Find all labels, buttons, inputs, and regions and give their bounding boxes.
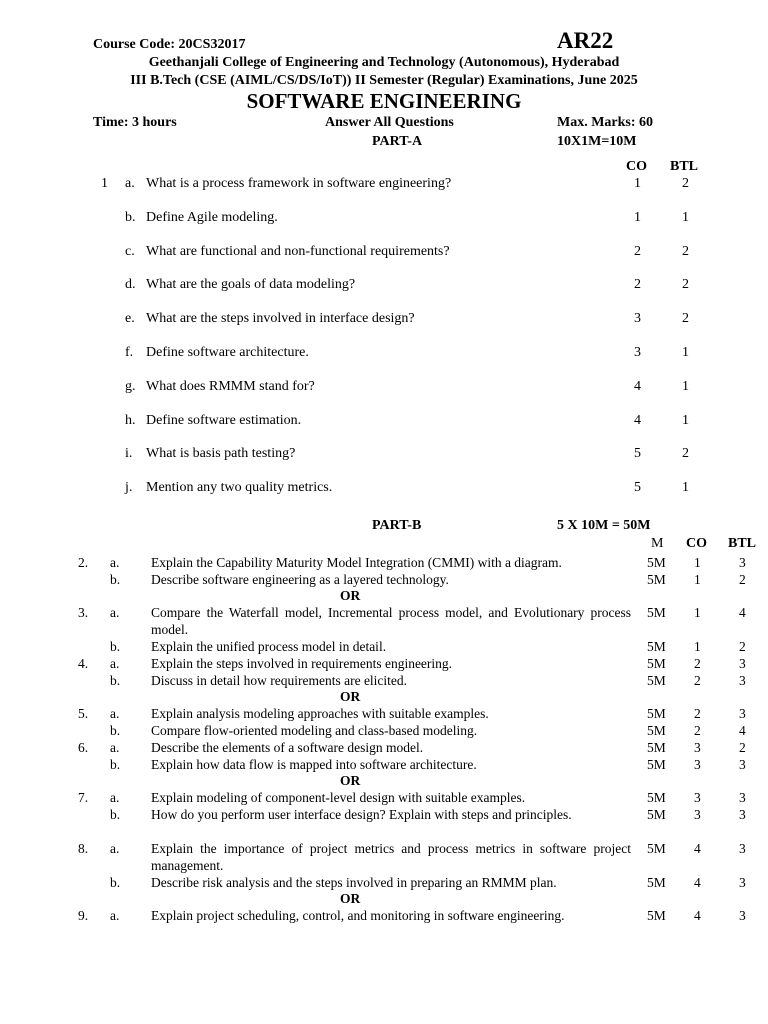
question-marks: 5M: [647, 908, 666, 923]
part-a-question-row: [0, 413, 768, 431]
part-b-m-header: M: [651, 536, 664, 551]
question-co: 1: [634, 209, 641, 225]
question-btl: 3: [739, 908, 746, 923]
question-number: 5.: [78, 706, 89, 721]
question-co: 3: [634, 311, 641, 327]
instruction: Answer All Questions: [325, 115, 454, 130]
question-co: 4: [634, 378, 641, 394]
question-btl: 1: [682, 480, 689, 496]
question-number: 3.: [78, 605, 89, 620]
question-text: What are the steps involved in interface design?: [146, 311, 415, 327]
question-letter: a.: [110, 740, 120, 755]
question-co: 2: [694, 723, 701, 738]
part-a-question-row: [0, 446, 768, 464]
question-co: 1: [694, 605, 701, 620]
question-co: 3: [694, 740, 701, 755]
subject-title: SOFTWARE ENGINEERING: [246, 89, 522, 113]
question-btl: 3: [739, 757, 746, 772]
max-marks: Max. Marks: 60: [557, 115, 654, 130]
question-btl: 2: [682, 243, 689, 259]
question-co: 1: [694, 639, 701, 654]
question-letter: a.: [110, 841, 120, 856]
question-letter: a.: [110, 908, 120, 923]
question-text: What does RMMM stand for?: [146, 378, 315, 394]
question-btl: 3: [739, 807, 746, 822]
question-marks: 5M: [647, 706, 666, 721]
question-marks: 5M: [647, 656, 666, 671]
or-label: OR: [340, 773, 361, 788]
question-co: 4: [634, 412, 641, 428]
question-text: How do you perform user interface design? Explain with steps and principles.: [151, 807, 572, 822]
part-b-btl-header: BTL: [728, 536, 757, 551]
question-letter: h.: [125, 412, 136, 428]
question-marks: 5M: [647, 639, 666, 654]
question-text: Explain the steps involved in requirements engineering.: [151, 656, 453, 671]
question-letter: j.: [125, 480, 133, 496]
question-btl: 1: [682, 209, 689, 225]
part-a-question-row: [0, 277, 768, 295]
question-letter: b.: [110, 723, 121, 738]
question-text: Compare flow-oriented modeling and class-based modeling.: [151, 723, 478, 738]
question-letter: d.: [125, 277, 136, 293]
question-number: 7.: [78, 790, 89, 805]
question-letter: a.: [110, 656, 120, 671]
part-a-question-row: [0, 176, 768, 194]
question-text: What is a process framework in software engineering?: [146, 176, 452, 191]
question-co: 2: [634, 277, 641, 293]
part-a-question-row: [0, 210, 768, 228]
question-marks: 5M: [647, 555, 666, 570]
question-co: 3: [634, 345, 641, 360]
question-marks: 5M: [647, 841, 666, 856]
question-text: Explain modeling of component-level design with suitable examples.: [151, 790, 526, 805]
question-number: 9.: [78, 908, 89, 923]
question-co: 2: [634, 243, 641, 259]
question-marks: 5M: [647, 572, 666, 587]
question-btl: 3: [739, 706, 746, 721]
question-letter: b.: [110, 673, 121, 688]
question-btl: 1: [682, 378, 689, 394]
question-btl: 2: [739, 740, 746, 755]
question-btl: 2: [682, 176, 689, 191]
question-text: Mention any two quality metrics.: [146, 480, 333, 496]
part-a-question-number: 1: [101, 176, 108, 191]
question-btl: 3: [739, 841, 746, 856]
question-text: Explain how data flow is mapped into software architecture.: [151, 757, 477, 772]
question-co: 2: [694, 706, 701, 721]
question-btl: 2: [739, 572, 746, 587]
question-number: 4.: [78, 656, 89, 671]
or-label: OR: [340, 689, 361, 704]
question-text: What are functional and non-functional requirements?: [146, 243, 450, 259]
question-letter: b.: [110, 807, 121, 822]
question-text: Explain the Capability Maturity Model Integration (CMMI) with a diagram.: [151, 555, 562, 570]
part-a-question-row: [0, 480, 768, 498]
part-a-btl-header: BTL: [670, 159, 699, 174]
question-btl: 4: [739, 605, 746, 620]
question-btl: 4: [739, 723, 746, 738]
question-co: 2: [694, 673, 701, 688]
question-marks: 5M: [647, 605, 666, 620]
question-btl: 1: [682, 412, 689, 428]
question-btl: 3: [739, 656, 746, 671]
question-co: 5: [634, 446, 641, 462]
college-name: Geethanjali College of Engineering and Technology (Autonomous), Hyderabad: [148, 55, 620, 70]
question-marks: 5M: [647, 740, 666, 755]
question-marks: 5M: [647, 723, 666, 738]
question-letter: a.: [110, 706, 120, 721]
question-co: 3: [694, 807, 701, 822]
part-a-question-row: [0, 379, 768, 397]
question-letter: b.: [110, 639, 121, 654]
question-text: Explain the unified process model in detail.: [151, 639, 387, 654]
question-text: Describe software engineering as a layered technology.: [151, 572, 449, 587]
question-text: Describe the elements of a software design model.: [151, 740, 424, 755]
question-letter: c.: [125, 243, 135, 259]
question-letter: a.: [110, 605, 120, 620]
question-text: Explain analysis modeling approaches with suitable examples.: [151, 706, 489, 721]
question-btl: 3: [739, 875, 746, 890]
or-label: OR: [340, 588, 361, 603]
part-b-marks: 5 X 10M = 50M: [557, 518, 651, 533]
question-letter: b.: [110, 572, 121, 587]
question-text: What are the goals of data modeling?: [146, 277, 356, 293]
regulation-code: AR22: [557, 28, 614, 53]
question-text: Compare the Waterfall model, Incremental process model, and Evolutionary process model.: [151, 605, 631, 637]
question-number: 8.: [78, 841, 89, 856]
question-btl: 3: [739, 790, 746, 805]
exam-title: III B.Tech (CSE (AIML/CS/DS/IoT)) II Semester (Regular) Examinations, June 2025: [130, 73, 638, 88]
question-text: Discuss in detail how requirements are elicited.: [151, 673, 408, 688]
part-a-marks: 10X1M=10M: [557, 134, 637, 149]
question-btl: 1: [682, 345, 689, 360]
question-text: Describe risk analysis and the steps involved in preparing an RMMM plan.: [151, 875, 557, 890]
question-letter: g.: [125, 378, 136, 394]
question-marks: 5M: [647, 807, 666, 822]
question-btl: 3: [739, 555, 746, 570]
part-a-co-header: CO: [626, 159, 647, 174]
question-text: Define Agile modeling.: [146, 209, 278, 225]
question-co: 3: [694, 757, 701, 772]
question-marks: 5M: [647, 673, 666, 688]
question-letter: b.: [125, 209, 136, 225]
question-co: 4: [694, 908, 701, 923]
question-text: Define software estimation.: [146, 412, 302, 428]
part-a-question-row: [0, 345, 768, 363]
exam-time: Time: 3 hours: [93, 115, 177, 130]
question-letter: e.: [125, 311, 135, 327]
part-a-question-row: [0, 311, 768, 329]
part-a-question-row: [0, 244, 768, 262]
question-text: What is basis path testing?: [146, 446, 296, 462]
question-co: 2: [694, 656, 701, 671]
question-co: 3: [694, 790, 701, 805]
question-btl: 2: [682, 446, 689, 462]
question-text: Explain project scheduling, control, and monitoring in software engineering.: [151, 908, 565, 923]
question-btl: 2: [739, 639, 746, 654]
question-co: 5: [634, 480, 641, 496]
course-code: Course Code: 20CS32017: [93, 37, 246, 52]
question-letter: i.: [125, 446, 133, 462]
part-b-title: PART-B: [372, 518, 422, 533]
question-btl: 3: [739, 673, 746, 688]
question-text: Define software architecture.: [146, 345, 309, 360]
question-co: 1: [694, 555, 701, 570]
question-btl: 2: [682, 277, 689, 293]
question-co: 1: [634, 176, 641, 191]
question-marks: 5M: [647, 790, 666, 805]
part-a-title: PART-A: [372, 134, 423, 149]
question-co: 4: [694, 875, 701, 890]
question-marks: 5M: [647, 757, 666, 772]
question-number: 2.: [78, 555, 89, 570]
question-letter: f.: [125, 345, 134, 360]
question-co: 1: [694, 572, 701, 587]
question-letter: b.: [110, 875, 121, 890]
question-letter: a.: [110, 790, 120, 805]
part-b-co-header: CO: [686, 536, 707, 551]
question-letter: a.: [125, 176, 135, 191]
question-number: 6.: [78, 740, 89, 755]
question-co: 4: [694, 841, 701, 856]
question-marks: 5M: [647, 875, 666, 890]
question-letter: b.: [110, 757, 121, 772]
question-text: Explain the importance of project metrics and process metrics in software project management.: [151, 841, 631, 873]
question-btl: 2: [682, 311, 689, 327]
question-letter: a.: [110, 555, 120, 570]
or-label: OR: [340, 891, 361, 906]
